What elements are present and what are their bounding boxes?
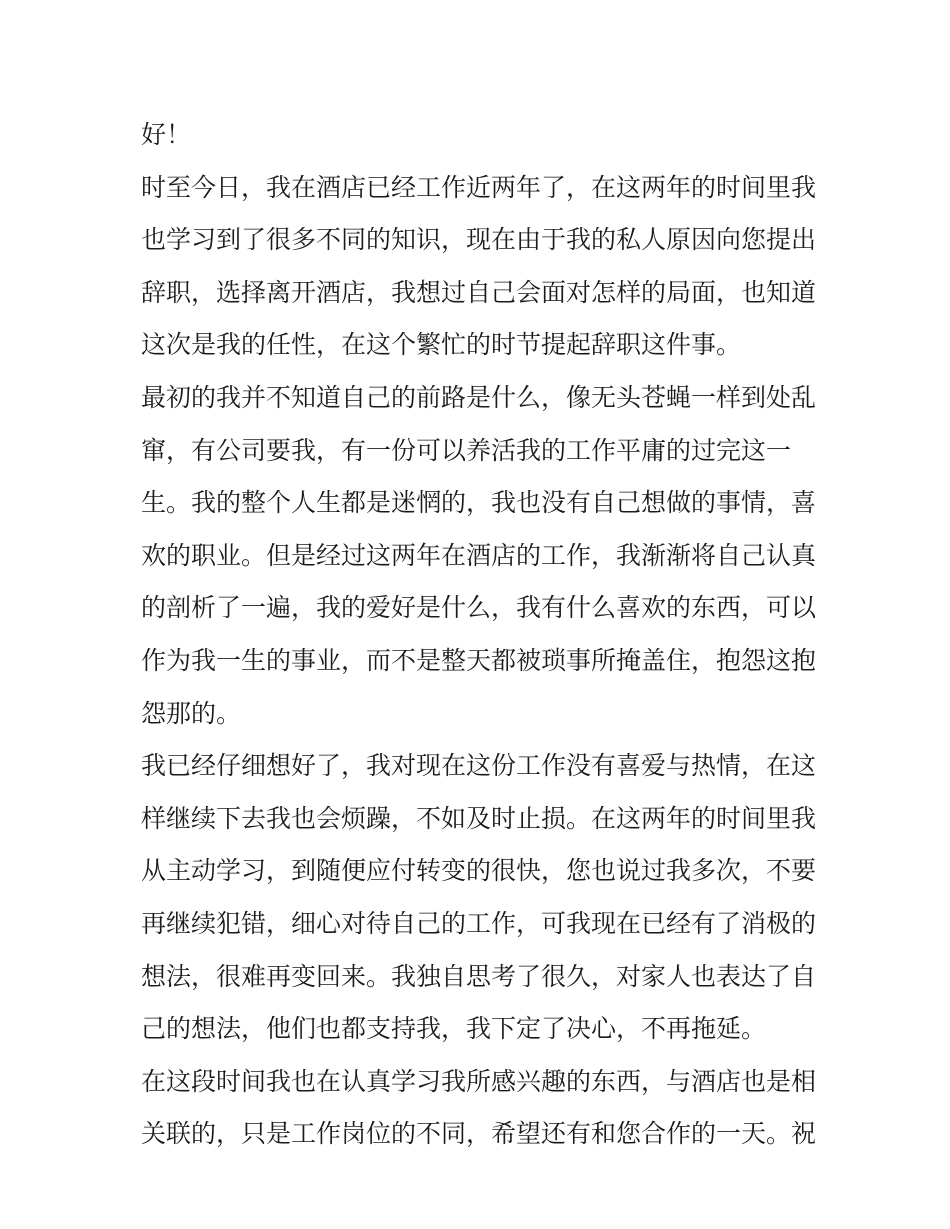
text-line: 生。我的整个人生都是迷惘的，我也没有自己想做的事情，喜: [141, 488, 817, 518]
text-line: 关联的，只是工作岗位的不同，希望还有和您合作的一天。祝: [141, 1119, 817, 1149]
text-line: 样继续下去我也会烦躁，不如及时止损。在这两年的时间里我: [141, 803, 817, 833]
text-line: 时至今日，我在酒店已经工作近两年了，在这两年的时间里我: [141, 172, 817, 202]
text-line: 也学习到了很多不同的知识，现在由于我的私人原因向您提出: [141, 225, 817, 255]
text-line: 己的想法，他们也都支持我，我下定了决心，不再拖延。: [141, 1014, 767, 1044]
text-line: 再继续犯错，细心对待自己的工作，可我现在已经有了消极的: [141, 908, 817, 938]
text-line: 从主动学习，到随便应付转变的很快，您也说过我多次，不要: [141, 856, 817, 886]
text-line: 想法，很难再变回来。我独自思考了很久，对家人也表达了自: [141, 961, 817, 991]
text-line: 最初的我并不知道自己的前路是什么，像无头苍蝇一样到处乱: [141, 382, 817, 412]
text-line: 的剖析了一遍，我的爱好是什么，我有什么喜欢的东西，可以: [141, 593, 817, 623]
text-line: 好！: [141, 120, 192, 149]
text-line: 作为我一生的事业，而不是整天都被琐事所掩盖住，抱怨这抱: [141, 645, 817, 675]
letter-body: [141, 109, 821, 1161]
text-line: 怨那的。: [141, 698, 242, 728]
text-line: 辞职，选择离开酒店，我想过自己会面对怎样的局面，也知道: [141, 277, 817, 307]
text-line: 在这段时间我也在认真学习我所感兴趣的东西，与酒店也是相: [141, 1066, 817, 1096]
text-line: 窜，有公司要我，有一份可以养活我的工作平庸的过完这一: [141, 435, 792, 465]
text-line: 这次是我的任性，在这个繁忙的时节提起辞职这件事。: [141, 330, 742, 360]
text-line: 欢的职业。但是经过这两年在酒店的工作，我渐渐将自己认真: [141, 540, 817, 570]
text-line: 我已经仔细想好了，我对现在这份工作没有喜爱与热情，在这: [141, 751, 817, 781]
